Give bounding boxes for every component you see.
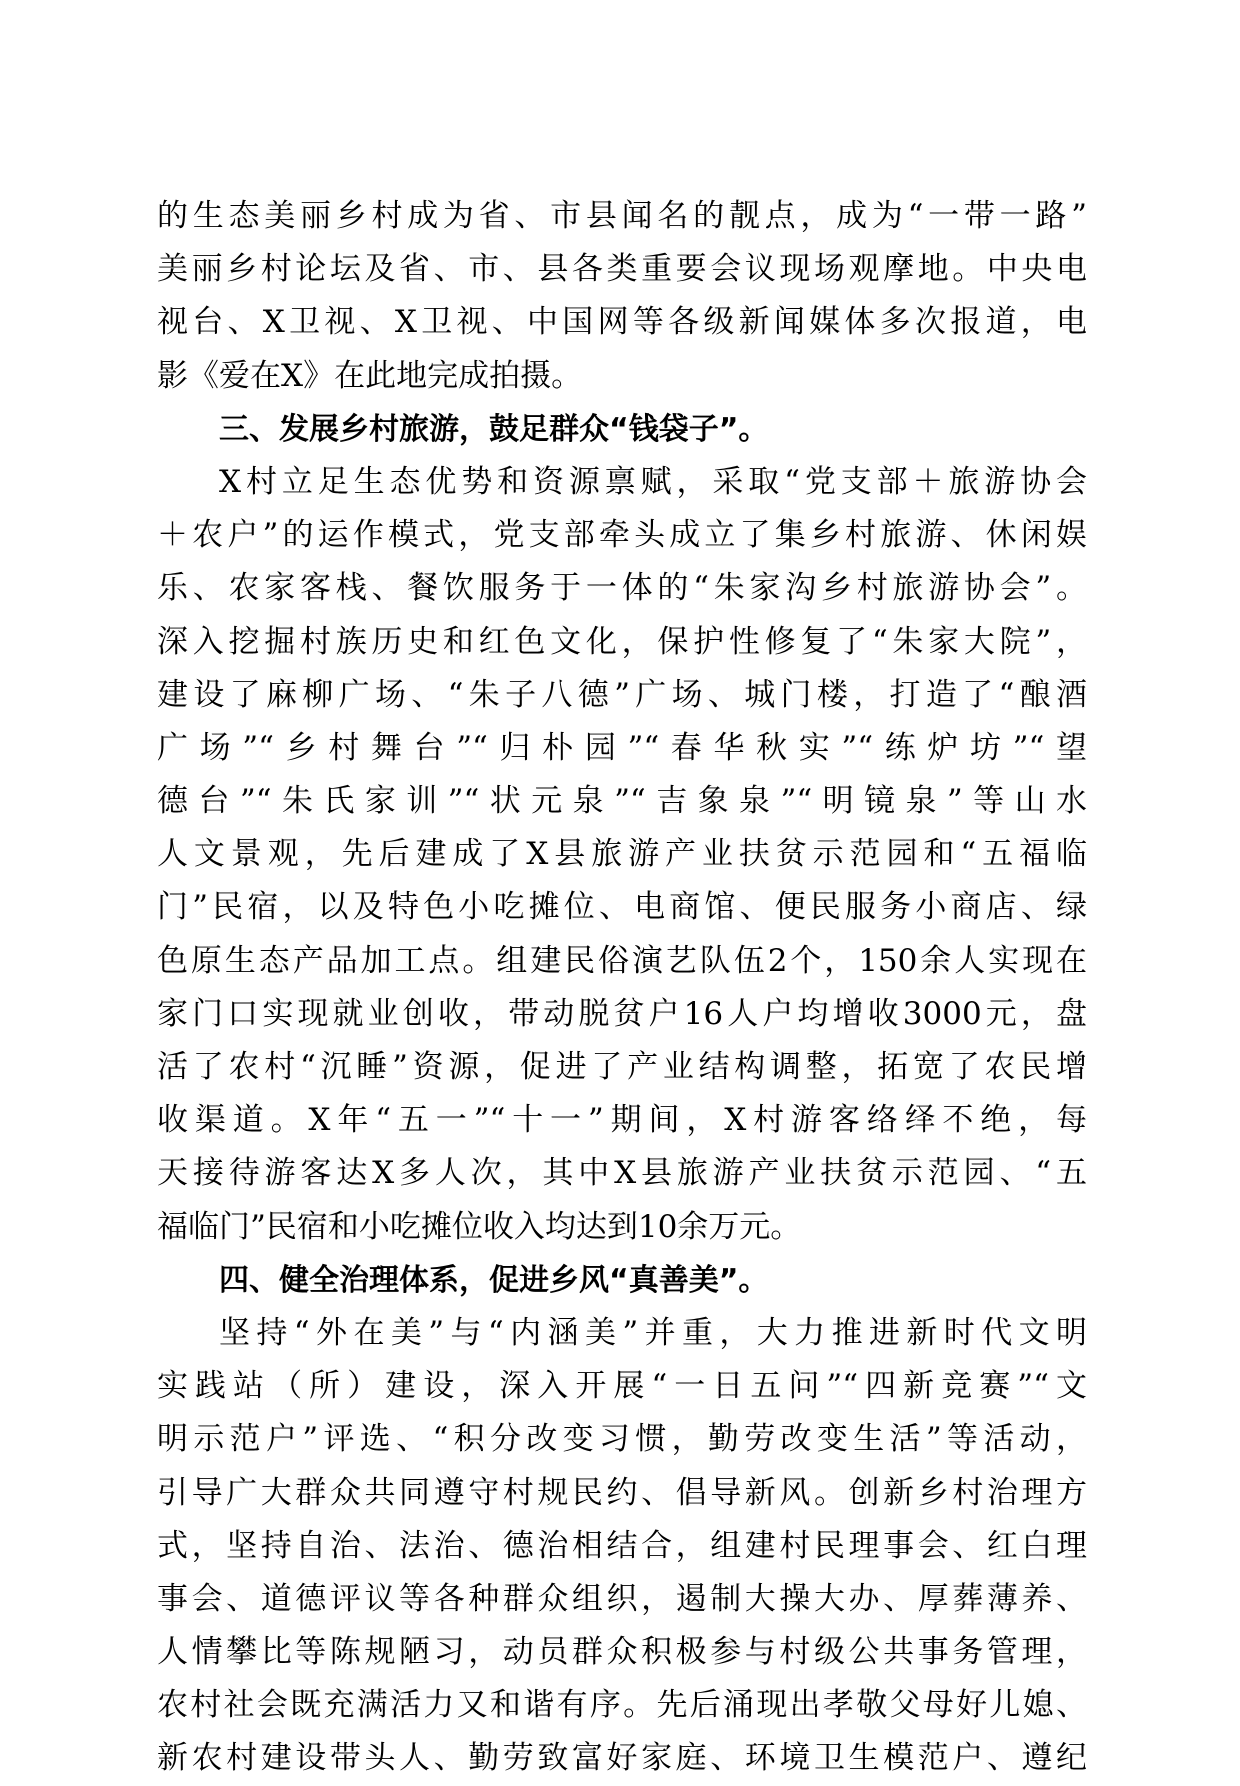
section-heading (157, 403, 1087, 456)
text-line: 的生态美丽乡村成为省、市县闻名的靓点，成为“一带一路” (157, 198, 1087, 234)
text-line: 广场”“乡村舞台”“归朴园”“春华秋实”“练炉坊”“望 (157, 729, 1087, 766)
document-body (157, 190, 1087, 1786)
text-line: 农村社会既充满活力又和谐有序。先后涌现出孝敬父母好儿媳、 (157, 1687, 1087, 1724)
text-line: 视台、X卫视、X卫视、中国网等各级新闻媒体多次报道，电 (157, 304, 1087, 341)
text-line: 天接待游客达X多人次，其中X县旅游产业扶贫示范园、“五 (157, 1155, 1087, 1192)
text-line: 德台”“朱氏家训”“状元泉”“吉象泉”“明镜泉”等山水 (157, 783, 1087, 820)
text-line: 实践站（所）建设，深入开展“一日五问”“四新竞赛”“文 (157, 1368, 1087, 1405)
text-line: 人文景观，先后建成了X县旅游产业扶贫示范园和“五福临 (157, 836, 1087, 873)
text-line: 坚持“外在美”与“内涵美”并重，大力推进新时代文明 (219, 1314, 1087, 1351)
text-line: 活了农村“沉睡”资源，促进了产业结构调整，拓宽了农民增 (157, 1049, 1087, 1085)
text-line: 收渠道。X年“五一”“十一”期间，X村游客络绎不绝，每 (157, 1102, 1087, 1139)
section-heading (157, 1254, 1087, 1307)
text-line: 福临门”民宿和小吃摊位收入均达到10余万元。 (157, 1208, 802, 1245)
text-line: X村立足生态优势和资源禀赋，采取“党支部＋旅游协会 (219, 463, 1087, 500)
text-line: 式，坚持自治、法治、德治相结合，组建村民理事会、红白理 (157, 1527, 1087, 1564)
text-line: 明示范户”评选、“积分改变习惯，勤劳改变生活”等活动， (157, 1421, 1087, 1458)
paragraph (157, 190, 1087, 403)
text-line: 引导广大群众共同遵守村规民约、倡导新风。创新乡村治理方 (157, 1474, 1087, 1511)
text-line: 新农村建设带头人、勤劳致富好家庭、环境卫生模范户、遵纪 (157, 1740, 1087, 1777)
text-line: 事会、道德评议等各种群众组织，遏制大操大办、厚葬薄养、 (157, 1580, 1087, 1617)
text-line: ＋农户”的运作模式，党支部牵头成立了集乡村旅游、休闲娱 (157, 517, 1087, 554)
text-line: 家门口实现就业创收，带动脱贫户16人户均增收3000元，盘 (157, 995, 1087, 1032)
text-line: 人情攀比等陈规陋习，动员群众积极参与村级公共事务管理， (157, 1634, 1087, 1671)
paragraph (157, 1307, 1087, 1786)
text-line: 美丽乡村论坛及省、市、县各类重要会议现场观摩地。中央电 (157, 251, 1087, 288)
text-line: 影《爱在X》在此地完成拍摄。 (157, 357, 583, 394)
heading-text: 三、发展乡村旅游，鼓足群众“钱袋子”。 (219, 411, 769, 447)
paragraph (157, 456, 1087, 1254)
text-line: 色原生态产品加工点。组建民俗演艺队伍2个，150余人实现在 (157, 942, 1087, 979)
text-line: 门”民宿，以及特色小吃摊位、电商馆、便民服务小商店、绿 (157, 889, 1087, 926)
text-line: 深入挖掘村族历史和红色文化，保护性修复了“朱家大院”， (157, 623, 1087, 660)
text-line: 建设了麻柳广场、“朱子八德”广场、城门楼，打造了“酿酒 (157, 676, 1087, 713)
heading-text: 四、健全治理体系，促进乡风“真善美”。 (219, 1262, 769, 1298)
text-line: 乐、农家客栈、餐饮服务于一体的“朱家沟乡村旅游协会”。 (157, 570, 1087, 607)
